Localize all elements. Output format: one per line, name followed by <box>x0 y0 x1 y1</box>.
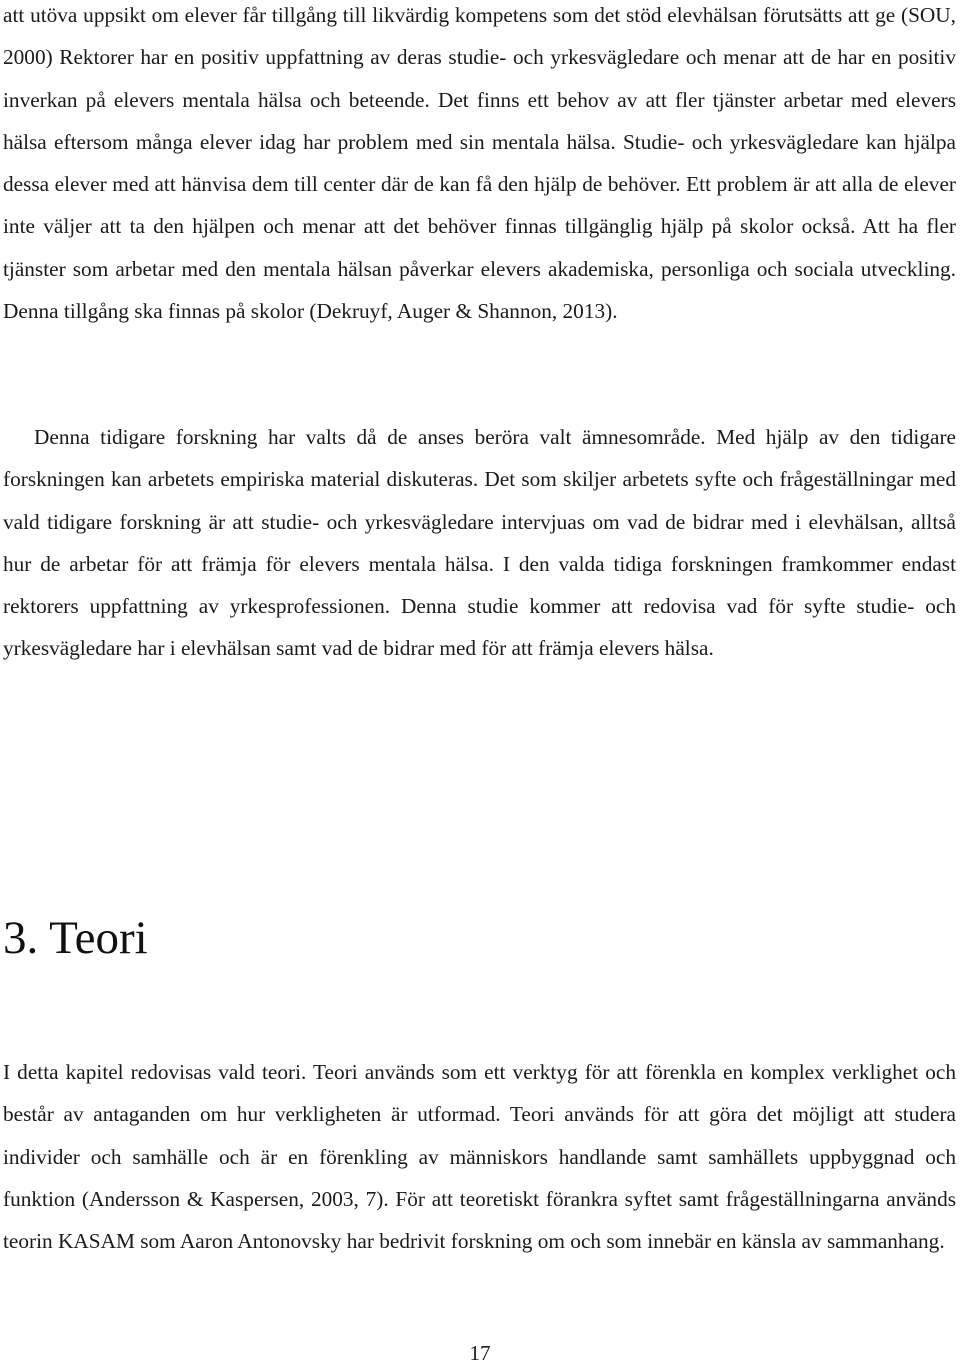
paragraph-theory-intro: I detta kapitel redovisas vald teori. Teori används som ett verktyg för att förenkla en komplex verklighet och består av antaganden om hur verkligheten är utformad. Teori används för att göra det möjligt att studera individer och samhälle och är en förenkling av människors handlande samt samhällets uppbyggnad och funktion (Andersson & Kaspersen, 2003, 7). För att teoretiskt förankra syftet samt frågeställningarna används teorin KASAM som Aaron Antonovsky har bedrivit forskning om och som innebär en känsla av sammanhang. <box>3 1060 956 1254</box>
paragraph-previous-research-end: att utöva uppsikt om elever får tillgång till likvärdig kompetens som det stöd elevhälsan förutsätts att ge (SOU, 2000) Rektorer har en positiv uppfattning av deras studie- och yrkesvägledare och menar att de har en positiv inverkan på elevers mentala hälsa och beteende. Det finns ett behov av att fler tjänster arbetar med elevers hälsa eftersom många elever idag har problem med sin mentala hälsa. Studie- och yrkesvägledare kan hjälpa dessa elever med att hänvisa dem till center där de kan få den hjälp de behöver. Ett problem är att alla de elever inte väljer att ta den hjälpen och menar att det behöver finnas tillgänglig hjälp på skolor också. Att ha fler tjänster som arbetar med den mentala hälsan påverkar elevers akademiska, personliga och sociala utveckling. Denna tillgång ska finnas på skolor (Dekruyf, Auger & Shannon, 2013). <box>3 3 956 324</box>
section-heading: 3. Teori <box>3 912 148 964</box>
paragraph-research-discussion: Denna tidigare forskning har valts då de anses beröra valt ämnesområde. Med hjälp av den tidigare forskningen kan arbetets empiriska material diskuteras. Det som skiljer arbetets syfte och frågeställningar med vald tidigare forskning är att studie- och yrkesvägledare intervjuas om vad de bidrar med i elevhälsan, alltså hur de arbetar för att främja för elevers mentala hälsa. I den valda tidiga forskningen framkommer endast rektorers uppfattning av yrkesprofessionen. Denna studie kommer att redovisa vad för syfte studie- och yrkesvägledare har i elevhälsan samt vad de bidrar med för att främja elevers hälsa. <box>3 425 956 661</box>
page-number: 17 <box>469 1341 491 1365</box>
